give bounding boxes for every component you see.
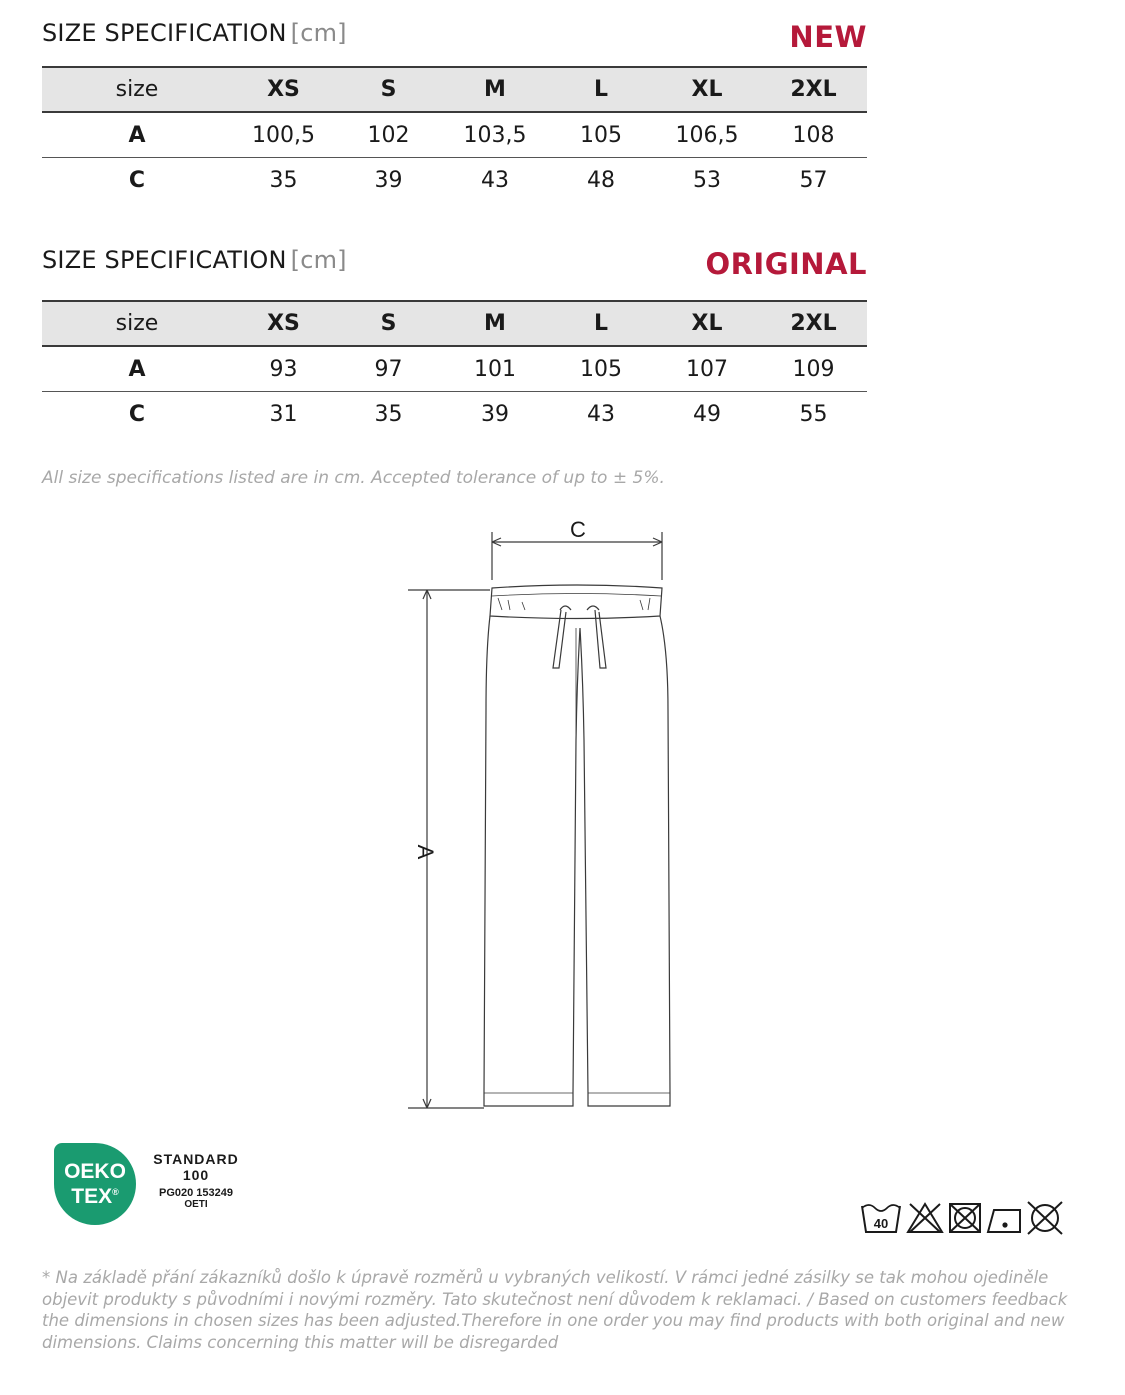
table-cell: 109 (760, 346, 867, 392)
table-cell: 35 (374, 401, 403, 427)
badge-original: ORIGINAL (705, 247, 867, 281)
header-cell-xs: XS (232, 301, 335, 346)
oeko-institute: OETI (184, 1199, 208, 1210)
waistband-stitch (492, 594, 661, 597)
care-symbols (860, 1198, 1080, 1238)
header-cell-l: L (548, 67, 654, 112)
table-cell: 31 (269, 401, 298, 427)
spec-title-text: SIZE SPECIFICATION (42, 19, 287, 47)
oeko-logo-line1: OEKO (64, 1160, 126, 1183)
row-label-c: C (128, 167, 146, 193)
drawstring-eyelet-right (587, 606, 599, 610)
table-cell: 102 (335, 112, 442, 158)
size-table-original (42, 300, 867, 436)
header-cell-s: S (335, 301, 442, 346)
wash-40-icon (862, 1205, 900, 1232)
table-cell: 100,5 (232, 112, 335, 158)
header-cell-2xl: 2XL (760, 301, 867, 346)
row-label-c: C (128, 401, 146, 427)
spec-unit: [cm] (290, 246, 347, 274)
oeko-code: PG020 153249 (158, 1187, 233, 1199)
spec-header-original (42, 243, 867, 300)
table-cell: 93 (232, 346, 335, 392)
table-row (42, 112, 867, 158)
header-cell-xs: XS (232, 67, 335, 112)
oeko-logo-tex: TEX (71, 1185, 113, 1208)
table-row (42, 346, 867, 392)
spec-unit: [cm] (290, 19, 347, 47)
dimension-c-label: C (570, 517, 586, 542)
spec-title (42, 19, 347, 47)
oeko-logo-reg: ® (112, 1187, 119, 1197)
table-cell: 48 (587, 167, 615, 193)
table-cell: 101 (442, 346, 548, 392)
spec-section-original (42, 243, 867, 436)
table-cell: 55 (799, 401, 828, 427)
oeko-logo-line2 (54, 1182, 136, 1207)
table-cell: 103,5 (442, 112, 548, 158)
oeko-certificate (148, 1151, 244, 1210)
table-cell: 105 (548, 112, 654, 158)
header-cell-l: L (548, 301, 654, 346)
dimension-a-label: A (413, 844, 438, 860)
table-cell: 97 (335, 346, 442, 392)
header-cell-s: S (335, 67, 442, 112)
spec-header-new (42, 16, 867, 66)
table-cell: 39 (374, 167, 403, 193)
table-row (42, 158, 867, 203)
header-cell-m: M (442, 301, 548, 346)
footnote: * Na základě přání zákazníků došlo k úpravě rozměrů u vybraných velikostí. V rámci jedné zásilky se tak mohou ojediněle objevit produkty s původními i novými rozměry. Tato skutečnost není důvodem k reklamaci. / Based on customers feedback the dimensions in chosen sizes has been adjusted.Therefore in one order you may find products with both original and new dimensions. Claims concerning this matter will be disregarded (42, 1268, 1068, 1352)
table-cell: 57 (799, 167, 828, 193)
row-label-a: A (42, 112, 232, 158)
table-cell: 49 (693, 401, 721, 427)
tolerance-note: All size specifications listed are in cm. Accepted tolerance of up to ± 5%. (42, 468, 665, 488)
header-cell-size: size (42, 67, 232, 112)
oeko-tex-logo (54, 1143, 136, 1225)
header-cell-m: M (442, 67, 548, 112)
spec-title-text: SIZE SPECIFICATION (42, 246, 287, 274)
table-cell: 35 (269, 167, 298, 193)
trousers-outline (484, 616, 670, 1106)
iron-low-icon (988, 1210, 1020, 1232)
table-header-row (42, 67, 867, 112)
trousers-diagram (390, 510, 690, 1120)
wash-temp: 40 (873, 1216, 889, 1231)
table-cell: 105 (548, 346, 654, 392)
badge-new: NEW (789, 20, 867, 54)
drawstring-eyelet-left (560, 606, 571, 610)
table-cell: 43 (587, 401, 615, 427)
table-cell: 39 (481, 401, 509, 427)
oeko-number: 100 (182, 1167, 210, 1183)
table-cell: 107 (654, 346, 760, 392)
table-cell: 53 (693, 167, 721, 193)
oeko-standard: STANDARD (153, 1151, 239, 1167)
table-row (42, 392, 867, 437)
waistband (490, 585, 662, 619)
table-cell: 43 (481, 167, 509, 193)
no-bleach-icon (908, 1204, 942, 1232)
table-cell: 106,5 (654, 112, 760, 158)
waistband-gathers (498, 598, 650, 610)
no-tumble-dry-icon (950, 1204, 980, 1232)
header-cell-xl: XL (654, 301, 760, 346)
header-cell-size: size (42, 301, 232, 346)
spec-section-new (42, 16, 867, 202)
header-cell-xl: XL (654, 67, 760, 112)
row-label-a: A (42, 346, 232, 392)
size-table-new (42, 66, 867, 202)
header-cell-2xl: 2XL (760, 67, 867, 112)
no-dry-clean-icon (1028, 1202, 1062, 1234)
table-cell: 108 (760, 112, 867, 158)
spec-title (42, 246, 347, 274)
table-header-row (42, 301, 867, 346)
